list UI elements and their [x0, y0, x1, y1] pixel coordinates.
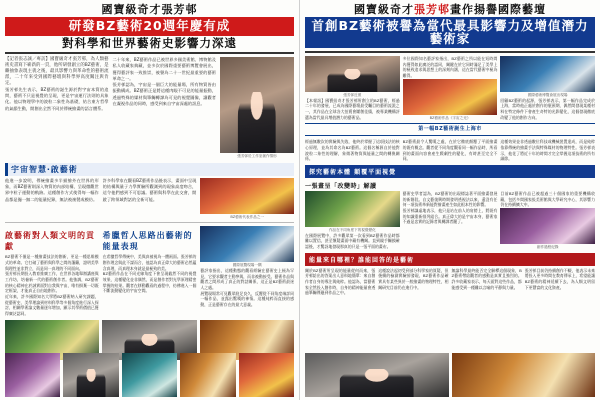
right-bottom-photo-strip	[305, 353, 595, 397]
right-section-bottom-para3: 無論科學最終能否完全解釋這個現象，BZ藝術帶給觀者的感動是真實且強烈的。許多收藏家表示，每天面對這些作品，都能感受到一種難以言喻的平靜與力量。	[451, 267, 522, 290]
right-masthead-kicker	[305, 4, 595, 15]
right-section-mid-para4: 藝術史學者認為，BZ藝術的出現標誌著平面繪畫發展的新階段。自文藝復興時期發明透視法以來，還沒有任何一項技術革新能對繪畫產生如此根本性的影響。	[402, 190, 498, 208]
right-section-mid-heading: 探究藝術本體 顛覆平面視覺	[305, 165, 595, 178]
left-hero-caption: 張芳邨於工作室創作情形	[237, 154, 277, 158]
right-masthead-blue-band: 首創BZ藝術被譽為當代最具影響力及增值潛力藝術家	[305, 17, 595, 48]
right-section-mid-para6: 目前BZ藝術作品已被超過三十個國家的重要機構收藏，包括多間國家級美術館與大學研究中心，其影響力仍在持續擴大中。	[500, 190, 596, 208]
left-bottom-photo-2	[63, 353, 118, 397]
right-photo-artwork-light-caption: BZ藝術作品《宇宙之光》	[429, 115, 471, 120]
left-section1-para3: 許多科學家在觀看BZ藝術作品後表示，畫面中呈現的結構與量子力學實驗所觀測到的現象高度吻合，這令他們感到不可思議。藝術與科學在此交會，開啟了跨領域對話的全新可能。	[102, 177, 197, 202]
right-photo-process-caption: 創作過程紀錄	[536, 244, 559, 249]
right-section-top-heading: 第一幅BZ藝術誕生上海市	[305, 123, 595, 136]
left-section3-para1: 在希臘哲學傳統中，美與真被視為一體兩面。張芳邨的創作理念與此不謀而合，他認為真正偉大的藝術必然蘊含真理，而真理本身就是最極致的美。	[102, 254, 197, 271]
left-masthead-rule	[5, 52, 294, 54]
right-bottom-photo-artwork	[452, 353, 596, 397]
left-byline: 【記者張志誠／專訪】國寶級奇才張芳邨，為人類藝術史書寫下嶄新的一頁，他所研發創立的BZ藝術，是繼抽象表現主義之後，最具影響力與革命性的藝術流派，二十年來受到國際藝壇與科學界高度關注與肯定。	[5, 57, 109, 86]
right-mid-col-3	[500, 191, 595, 250]
right-section-top-para2: 經過無數次的實驗與失敗，他終於掌握了這項技法的核心原理，並為其命名為BZ藝術。這個名稱源自於他對波粒二象性的理解，象徵著物質與能量之間的轉換關係。	[305, 139, 400, 162]
right-section-bottom-heading: 能量來自哪裡？誰能回答的是藝術	[305, 253, 595, 266]
left-masthead-kicker: 國寶級奇才張芳邨	[101, 3, 198, 16]
left-bottom-photo-5	[239, 353, 294, 397]
left-photo-artwork-1	[200, 178, 294, 214]
left-mid-col-3	[200, 226, 294, 316]
right-masthead-kicker-suffix: 畫作揚譽國際藝壇	[450, 3, 546, 16]
right-photo-fair	[500, 56, 595, 92]
left-lead-block	[5, 57, 294, 159]
left-divider-1	[5, 222, 294, 223]
left-section2-heading: 啟藝術對人類文明的貢獻	[5, 231, 95, 252]
left-photo-exhibition-caption: 國際展覽現場一隅	[232, 263, 262, 268]
right-section-mid-para3: 在國際展覽中，許多觀眾第一次看到BZ藝術作品時都難以置信，甚至懷疑畫面中藏有機關。直到親手觸摸確認後，才驚訝地發現那真的只是一張平面的畫布。	[305, 232, 400, 249]
right-section-bottom-body	[305, 268, 595, 296]
right-masthead-rule	[305, 51, 595, 53]
right-section-bottom-para1: 關於BZ藝術所呈現的能量從何而來，張芳邨給出的答案出人意料地簡單：來自創作者自身的專注與純粹。他認為，當藝術家全然投入創作時，自身的精神能量會透過筆觸傳遞到作品之中。	[305, 267, 376, 296]
left-section3-para2: BZ藝術作品在不同光線角度下會呈現截然不同的視覺效果，這種變化並非偶然，而是創作者對光學原理精密掌握的結果。觀者在移動觀看的過程中，彷彿進入一個不斷流動變化的宇宙空間。	[102, 271, 197, 294]
right-lead-para2: 多位國際知名藝評家指出，BZ藝術之所以能在短時間內獲得如此廣泛的認同，關鍵在於它同時滿足了美學上的極致追求與思想上的深刻內涵，這在當代藝術中極為難得。	[402, 56, 498, 78]
right-section-mid-para2: 這種效果並非透過數位科技或機械裝置達成，而是純粹依靠傳統的繪畫手法與特殊媒材的物理特性。張芳邨表示，他花了將近十年的時間才完全掌握這項技術的所有細節。	[500, 139, 596, 162]
right-top-filler: 回顧BZ藝術的起源，張芳邨表示，第一幅作品完成於上海，當時他正處於創作的瓶頸期，偶然間發現某種材料在特定條件下會產生奇特的光影變化，這個發現徹底改變了他的創作方向。	[500, 97, 596, 120]
right-photo-portrait-caption: 張芳邨近照	[343, 93, 362, 97]
left-masthead-subtitle: 對科學和世界藝術史影響力深遠	[62, 35, 237, 50]
right-photo-artwork-light	[403, 79, 498, 115]
left-bottom-photo-strip	[5, 353, 294, 397]
left-hero-photo-wrap	[220, 57, 294, 159]
right-mid-col-1	[305, 191, 400, 250]
left-lead-para1: 張芳邨先生表示，BZ藝術的誕生源於對宇宙本質的追問，藝術不只是視覺的呈現，更是宇宙運行法則的具象化。他以物理學中的波粒二象性為基礎，結合東方哲學的氣韻生動，開創出全然不同於傳統繪畫的語言體系。	[5, 86, 109, 111]
right-section-mid-body	[305, 191, 595, 250]
right-section-bottom-para2: 這種說法起初受到部分科學家的質疑，但後續的檢測實驗卻發現，BZ藝術作品確實具有某些異於一般繪畫的物理特性，相關研究目前仍在進行中。	[378, 267, 449, 290]
right-top-col-1	[305, 56, 400, 120]
right-photo-process	[500, 208, 595, 244]
right-section-bottom-para4: 張芳邨目前仍持續創作不輟，他表示未來將投入更多時間在教育傳承上，希望能讓BZ藝術的精神延續下去，為人類文明留下更豐富的文化資產。	[524, 267, 595, 290]
left-masthead-red-band: 研發BZ藝術20週年慶有成	[5, 17, 294, 36]
left-section1-body	[5, 178, 294, 220]
left-section3-heading: 希臘哲人思路出藝術的能量表現	[102, 231, 193, 252]
right-top-col-3	[500, 56, 595, 120]
left-bottom-photo-1	[5, 353, 60, 397]
left-lead-para2: 二十年來，BZ藝術作品已被世界多國美術館、博物館及私人收藏家典藏，並多次於國際重要藝術博覽會展出，獲得藝評家一致推崇，被譽為二十一世紀最重要的藝術革命之一。	[112, 57, 216, 81]
left-section1-para2: 他進一步說明，傳統繪畫多半描繪外在世界的形象，而BZ藝術則深入物質的內部結構，呈現微觀世界中粒子運動的軌跡。這種創作方式使得每一幅作品都是獨一無二的能量紀錄，無法被複製或模仿。	[5, 177, 99, 202]
left-section1-heading: 宇宙智慧‧啟藝術	[5, 163, 294, 176]
right-photo-angle-variation-caption: 作品在不同角度下的視覺變化	[328, 227, 376, 232]
right-mid-col-2	[403, 191, 498, 250]
right-masthead-kicker-prefix: 國寶級奇才	[354, 3, 414, 16]
left-lead-text	[5, 57, 216, 159]
left-masthead	[5, 4, 294, 49]
left-mid-col-2	[103, 226, 197, 316]
right-photo-angle-variation	[305, 191, 400, 227]
right-top-block	[305, 56, 595, 120]
right-section-mid-para5: 張芳邨謙虛地表示，他只是站在前人的肩膀上，將既有的知識重新排列組合。真正偉大的是宇宙本身，藝術家不過是忠實的記錄者與轉譯者罷了。	[402, 207, 498, 225]
left-mid-col-1	[5, 226, 99, 316]
left-bottom-photo-3	[122, 353, 177, 397]
right-bottom-photo-collector	[305, 353, 449, 397]
right-section-mid-para1: BZ藝術最令人驚嘆之處，在於它徹底顛覆了平面繪畫的既有概念。觀者從不同角度觀看同一幅作品時，所看到的畫面內容會產生戲劇性的變化，有時甚至完全不同。	[402, 139, 498, 162]
left-section3-para3: 藝評家指出，這種動態的觀看經驗在藝術史上極為罕見，它要求觀者主動參與，而非被動接受。藝術作品與觀者之間形成了真正的對話關係，這正是BZ藝術最迷人之處。	[200, 268, 295, 290]
left-photo-exhibition	[200, 226, 294, 262]
left-section2-para3: 近年來，許多國際知名大學將BZ藝術納入研究課題，從藝術史、美學理論到材料科學等多個角度進行深入探討，相關學術論文數量逐年增加，顯示其學術價值已獲得廣泛認同。	[5, 293, 99, 316]
right-masthead	[305, 4, 595, 48]
left-bottom-photo-4	[180, 353, 235, 397]
left-section2-para1: BZ藝術不僅是一種繪畫技法的創新，更是一種思維模式的革命。它打破了藝術與科學之間的藩籬，證明美學與理性並非對立，而是同一真理的不同面向。	[5, 254, 99, 271]
right-page	[300, 0, 600, 400]
left-section2-para2: 張芳邨長期投入教育推廣工作，在世界各地舉辦講座與工作坊，培養新一代的藝術創作者。他強調，BZ藝術的核心精神在於誠實面對自我與宇宙，唯有摒棄一切既定框架，才能真正自由地創作。	[5, 271, 99, 294]
left-section1-para1-a: 張芳邨認為，宇宙是一個巨大的能量場，所有物質皆由振動構成。BZ藝術正是將這種肉眼不可見的能量振動，透過特殊的媒材與筆觸轉譯為可見的視覺圖像，讓觀者在凝視作品的同時，感受到來自宇宙深處的訊息。	[112, 82, 216, 107]
right-section-mid-subheading: 一張畫呈「改變時」解讀	[305, 182, 377, 190]
right-photo-fair-caption: 國際藝術博覽會展出現場	[527, 93, 568, 97]
right-lead-para1: 【本報訊】國寶級奇才張芳邨所創立的BZ藝術，經過二十年的發展，已成為國際藝壇最受矚目的藝術流派之一，其作品在全球各大拍賣會屢創佳績，被專業機構評選為當代最具增值潛力的藝術品。	[305, 97, 400, 120]
right-top-col-2	[403, 56, 498, 120]
left-photo-artwork-1-caption: BZ藝術代表作品之一	[230, 214, 265, 219]
right-section-top-body	[305, 139, 595, 162]
right-photo-portrait	[305, 56, 400, 92]
left-mid-block	[5, 226, 294, 316]
right-masthead-kicker-name: 張芳邨	[414, 3, 450, 16]
left-hero-photo	[220, 57, 294, 153]
left-section3-para4: 展覽現場常可見觀眾駐足良久，反覆從不同角度端詳同一幅作品，並露出驚嘆的神情。這種純粹而直接的感動，正是藝術存在的最大意義。	[200, 290, 295, 307]
